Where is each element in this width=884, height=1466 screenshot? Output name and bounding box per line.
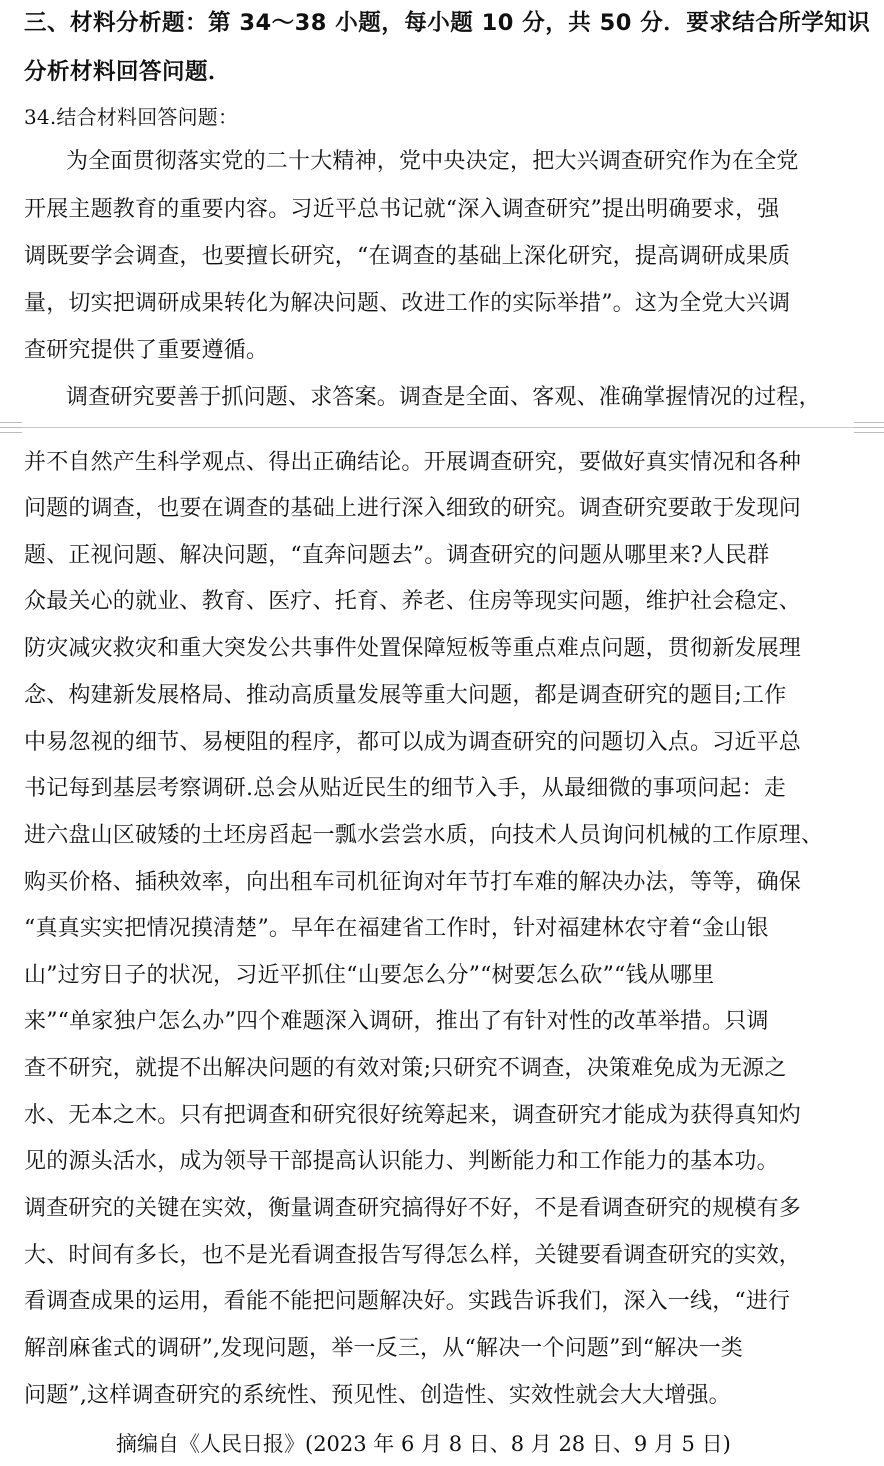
- material-line: 并不自然产生科学观点、得出正确结论。开展调查研究，要做好真实情况和各种: [24, 450, 802, 475]
- material-line: 为全面贯彻落实党的二十大精神，党中央决定，把大兴调查研究作为在全党: [66, 149, 799, 174]
- material-line: 中易忽视的细节、易梗阻的程序，都可以成为调查研究的问题切入点。习近平总: [24, 730, 802, 755]
- material-line: 见的源头活水，成为领导干部提高认识能力、判断能力和工作能力的基本功。: [24, 1149, 779, 1174]
- material-line: 书记每到基层考察调研.总会从贴近民生的细节入手，从最细微的事项问起：走: [24, 776, 786, 801]
- material-line: 众最关心的就业、教育、医疗、托育、养老、住房等现实问题，维护社会稳定、: [24, 589, 802, 614]
- material-line: 来”“单家独户怎么办”四个难题深入调研，推出了有针对性的改革举措。只调: [24, 1009, 769, 1034]
- material-line: 查研究提供了重要遵循。: [24, 338, 269, 363]
- page-break-right-mark: [854, 422, 884, 433]
- material-line: 调查研究要善于抓问题、求答案。调查是全面、客观、准确掌握情况的过程，: [66, 385, 821, 410]
- material-line: 开展主题教育的重要内容。习近平总书记就“深入调查研究”提出明确要求，强: [24, 197, 780, 222]
- material-line: 量，切实把调研成果转化为解决问题、改进工作的实际举措”。这为全党大兴调: [24, 291, 791, 316]
- material-line: “真真实实把情况摸清楚”。早年在福建省工作时，针对福建林农守着“金山银: [24, 916, 769, 941]
- page-break-left-mark: [0, 422, 22, 433]
- material-line: 进六盘山区破矮的土坯房舀起一瓢水尝尝水质，向技术人员询问机械的工作原理、: [24, 823, 824, 848]
- section-heading-line-1: 三、材料分析题：第 34～38 小题，每小题 10 分，共 50 分．要求结合所学知识: [24, 10, 871, 36]
- page-break-marker: [0, 417, 884, 439]
- material-line: 大、时间有多长，也不是光看调查报告写得怎么样，关键要看调查研究的实效，: [24, 1243, 802, 1268]
- material-line: 解剖麻雀式的调研”,发现问题，举一反三，从“解决一个问题”到“解决一类: [24, 1336, 743, 1361]
- material-line: 购买价格、插秧效率，向出租车司机征询对年节打车难的解决办法，等等，确保: [24, 870, 802, 895]
- material-line: 山”过穷日子的状况，习近平抓住“山要怎么分”“树要怎么砍”“钱从哪里: [24, 963, 715, 988]
- material-line: 水、无本之木。只有把调查和研究很好统筹起来，调查研究才能成为获得真知灼: [24, 1103, 802, 1128]
- question-number: 34.结合材料回答问题：: [24, 105, 239, 129]
- material-line: 题、正视问题、解决问题，“直奔问题去”。调查研究的问题从哪里来?人民群: [24, 543, 770, 568]
- material-line: 问题的调查，也要在调查的基础上进行深入细致的研究。调查研究要敢于发现问: [24, 496, 802, 521]
- page-break-rule: [22, 427, 854, 428]
- material-source: 摘编自《人民日报》(2023 年 6 月 8 日、8 月 28 日、9 月 5 日): [116, 1432, 731, 1456]
- material-line: 念、构建新发展格局、推动高质量发展等重大问题，都是调查研究的题目;工作: [24, 683, 787, 708]
- material-line: 调查研究的关键在实效，衡量调查研究搞得好不好，不是看调查研究的规模有多: [24, 1196, 802, 1221]
- material-line: 查不研究，就提不出解决问题的有效对策;只研究不调查，决策难免成为无源之: [24, 1056, 787, 1081]
- material-line: 防灾减灾救灾和重大突发公共事件处置保障短板等重点难点问题，贯彻新发展理: [24, 636, 802, 661]
- section-heading-line-2: 分析材料回答问题．: [24, 59, 232, 85]
- material-line: 调既要学会调查，也要擅长研究，“在调查的基础上深化研究，提高调研成果质: [24, 244, 791, 269]
- material-line: 看调查成果的运用，看能不能把问题解决好。实践告诉我们，深入一线，“进行: [24, 1289, 791, 1314]
- material-line: 问题”,这样调查研究的系统性、预见性、创造性、实效性就会大大增强。: [24, 1383, 731, 1408]
